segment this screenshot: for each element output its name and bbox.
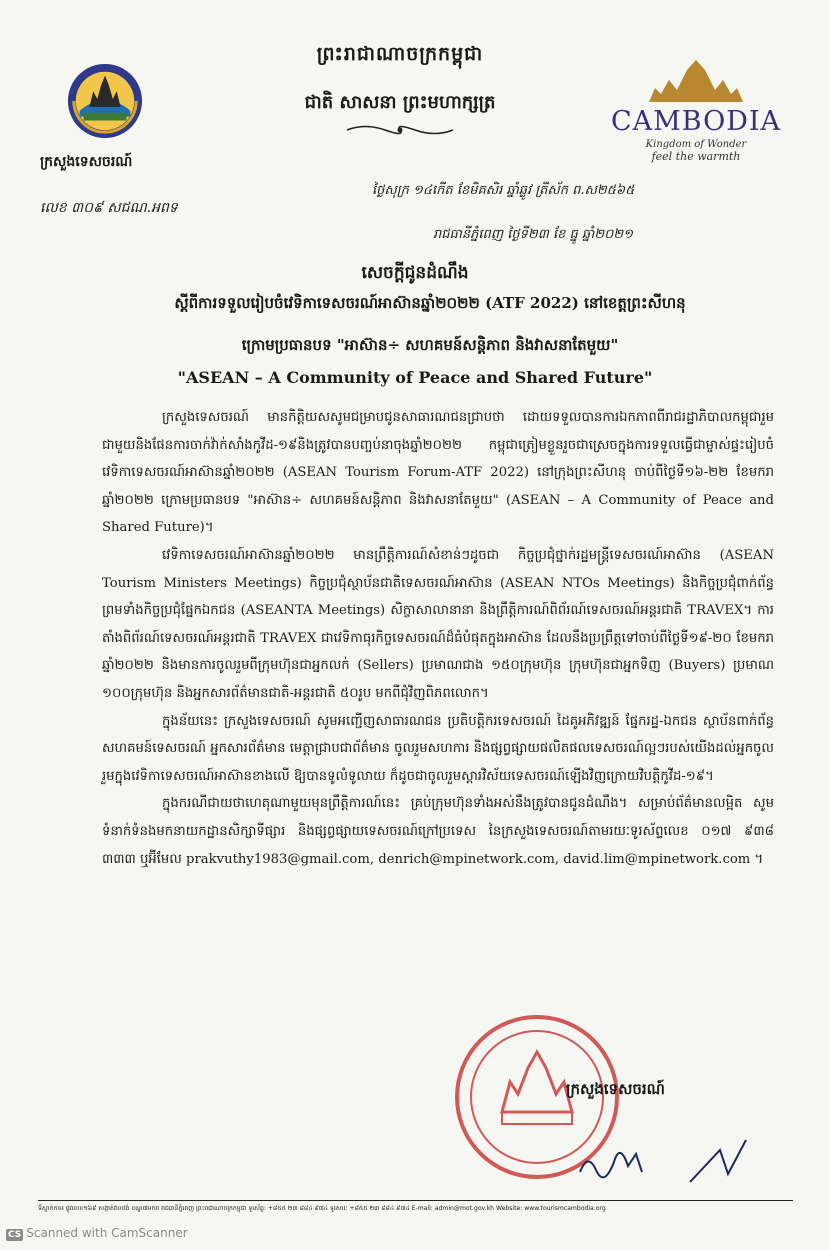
subject-line-2: ក្រោមប្រធានបទ "អាស៊ាន÷ សហគមន៍សន្តិភាព និងវាសនាតែមួយ" (241, 336, 619, 354)
subject-line-1: ស្ដីពីការទទួលរៀបចំវេទិកាទេសចរណ៍អាស៊ានឆ្នាំ២០២២ (ATF 2022) នៅខេត្តព្រះសីហនុ (174, 294, 686, 312)
ministry-name: ក្រសួងទេសចរណ៍ (40, 154, 133, 170)
footer-address: ទីស្នាក់ការ៖ ផ្លូវលេខ១៦៩ សង្កាត់វាលវង់ ខណ្ឌ៧មករា រាជធានីភ្នំពេញ ព្រះរាជាណាចក្រកម្ពុជា ទូរស័ព្ទ: +៨៥៥ ២៣ ៨៨៤ ៩៧៤ ទូរសារ: +៨៥៥ ២៣ ៨៨៤ ៩៧៤ E-mail: admin@mot.gov.kh Website: www.tourismcambodia.org (38, 1205, 606, 1212)
body-paragraph-3: ក្នុងន័យនេះ ក្រសួងទេសចរណ៍ សូមអញ្ជើញសាធារណជន ប្រតិបត្តិករទេសចរណ៍ ដៃគូអភិវឌ្ឍន៍ ផ្នែករដ្ឋ-ឯកជន ស្ថាប័នពាក់ព័ន្ធ សហគមន៍ទេសចរណ៍ អ្នកសារព័ត៌មាន មេត្តាជ្រាបជាព័ត៌មាន ចូលរួមសហការ និងផ្សព្វផ្សាយផលិតផលទេសចរណ៍ល្អៗរបស់យើងដល់អ្នកចូលរួមក្នុងវេទិកាទេសចរណ៍អាស៊ានខាងលើ ឱ្យបានទូលំទូលាយ ក៏ដូចជាចូលរួមស្ដារវិស័យទេសចរណ៍ឡើងវិញក្រោយវិបត្តិកូវីដ-១៩។ (102, 713, 774, 784)
footer-divider (38, 1200, 793, 1201)
body-paragraph-1: ក្រសួងទេសចរណ៍ មានកិត្តិយសសូមជម្រាបជូនសាធារណជនជ្រាបថា ដោយទទួលបានការឯកភាពពីរាជរដ្ឋាភិបាលកម្ពុជារួមជាមួយនិងផែនការចាក់វ៉ាក់សាំងកូវីដ-១៩និងត្រូវបានបញ្ចប់នាចុងឆ្នាំ២០២២ កម្ពុជាត្រៀមខ្លួនរួចជាស្រេចក្នុងការទទួលធ្វើជាម្ចាស់ផ្ទះរៀបចំវេទិកាទេសចរណ៍អាស៊ានឆ្នាំ២០២២ (ASEAN Tourism Forum-ATF 2022) នៅក្រុងព្រះសីហនុ ចាប់ពីថ្ងៃទី១៦-២២ ខែមករា ឆ្នាំ២០២២ ក្រោមប្រធានបទ "អាស៊ាន÷ សហគមន៍សន្តិភាព និងវាសនាតែមួយ" (ASEAN – A Community of Peace and Shared Future)។ (102, 410, 774, 536)
cambodia-brand-logo (606, 58, 786, 163)
date-lunar: ថ្ងៃសុក្រ ១៤កើត ខែមិគសិរ ឆ្នាំឆ្លូវ ត្រីស័ក ព.ស២៥៦៥ (372, 183, 635, 198)
brand-tagline-secondary: feel the warmth (651, 150, 741, 163)
brand-tagline: Kingdom of Wonder (645, 139, 747, 150)
body-paragraph-4: ក្នុងករណីជាយថាហេតុណាមួយមុនព្រឹត្តិការណ៍នេះ គ្រប់ក្រុមហ៊ុនទាំងអស់នឹងត្រូវបានជូនដំណឹង។ សម្រាប់ព័ត៌មានលម្អិត សូមទំនាក់ទំនងមកនាយកដ្ឋានសិក្សាទីផ្សារ និងផ្សព្វផ្សាយទេសចរណ៍ក្រៅប្រទេស នៃក្រសួងទេសចរណ៍តាមរយៈទូរស័ព្ទលេខ ០១៧ ៩៣៨ ៣៣៣ ឬអ៊ីមែល prakvuthy1983@gmail.com, denrich@mpinetwork.com, david.lim@mpinetwork.com ។ (102, 796, 774, 867)
camscanner-label: Scanned with CamScanner (26, 1226, 188, 1240)
signature (570, 1132, 770, 1192)
date-solar: រាជធានីភ្នំពេញ ថ្ងៃទី២៣ ខែ ធ្នូ ឆ្នាំ២០២១ (433, 227, 633, 242)
subject-english: "ASEAN – A Community of Peace and Shared Future" (177, 368, 653, 387)
brand-name: CAMBODIA (610, 106, 782, 137)
national-header (230, 42, 570, 137)
body-paragraph-2: វេទិកាទេសចរណ៍អាស៊ានឆ្នាំ២០២២ មានព្រឹត្តិការណ៍សំខាន់ៗដូចជា កិច្ចប្រជុំថ្នាក់រដ្ឋមន្ត្រីទេសចរណ៍អាស៊ាន (ASEAN Tourism Ministers Meetings) កិច្ចប្រជុំស្ថាប័នជាតិទេសចរណ៍អាស៊ាន (ASEAN NTOs Meetings) និងកិច្ចប្រជុំពាក់ព័ន្ធ ព្រមទាំងកិច្ចប្រជុំផ្នែកឯកជន (ASEANTA Meetings) សិក្ខាសាលានានា និងព្រឹត្តិការណ៍ពិព័រណ៍ទេសចរណ៍អន្តរជាតិ TRAVEX។ ការតាំងពិព័រណ៍ទេសចរណ៍អន្តរជាតិ TRAVEX ជាវេទិកាធុរកិច្ចទេសចរណ៍ដ៏ធំបំផុតក្នុងអាស៊ាន ដែលនឹងប្រព្រឹត្តទៅចាប់ពីថ្ងៃទី១៩-២០ ខែមករា ឆ្នាំ២០២២ និងមានការចូលរួមពីក្រុមហ៊ុនជាអ្នកលក់ (Sellers) ប្រមាណជាង ១៥០ក្រុមហ៊ុន ក្រុមហ៊ុនជាអ្នកទិញ (Buyers) ប្រមាណ ១០០ក្រុមហ៊ុន និងអ្នកសារព័ត៌មានជាតិ-អន្តរជាតិ ៥០រូប មកពីជុំវិញពិភពលោក។ (102, 547, 774, 701)
letter-body (102, 404, 774, 873)
signoff-ministry: ក្រសួងទេសចរណ៍ (566, 1080, 665, 1098)
ministry-of-tourism-logo (66, 62, 144, 140)
press-release-title: សេចក្ដីជូនដំណឹង (361, 263, 469, 283)
national-motto: ជាតិ សាសនា ព្រះមហាក្សត្រ (304, 92, 496, 113)
kingdom-title: ព្រះរាជាណាចក្រកម្ពុជា (316, 43, 484, 65)
angkor-wat-icon (641, 58, 751, 104)
letter-number: លេខ ៣០៩ សជណ.អពទ (40, 200, 178, 216)
ornament-divider-icon (345, 123, 455, 137)
camscanner-watermark (6, 1226, 188, 1241)
camscanner-icon: CS (8, 1230, 22, 1240)
